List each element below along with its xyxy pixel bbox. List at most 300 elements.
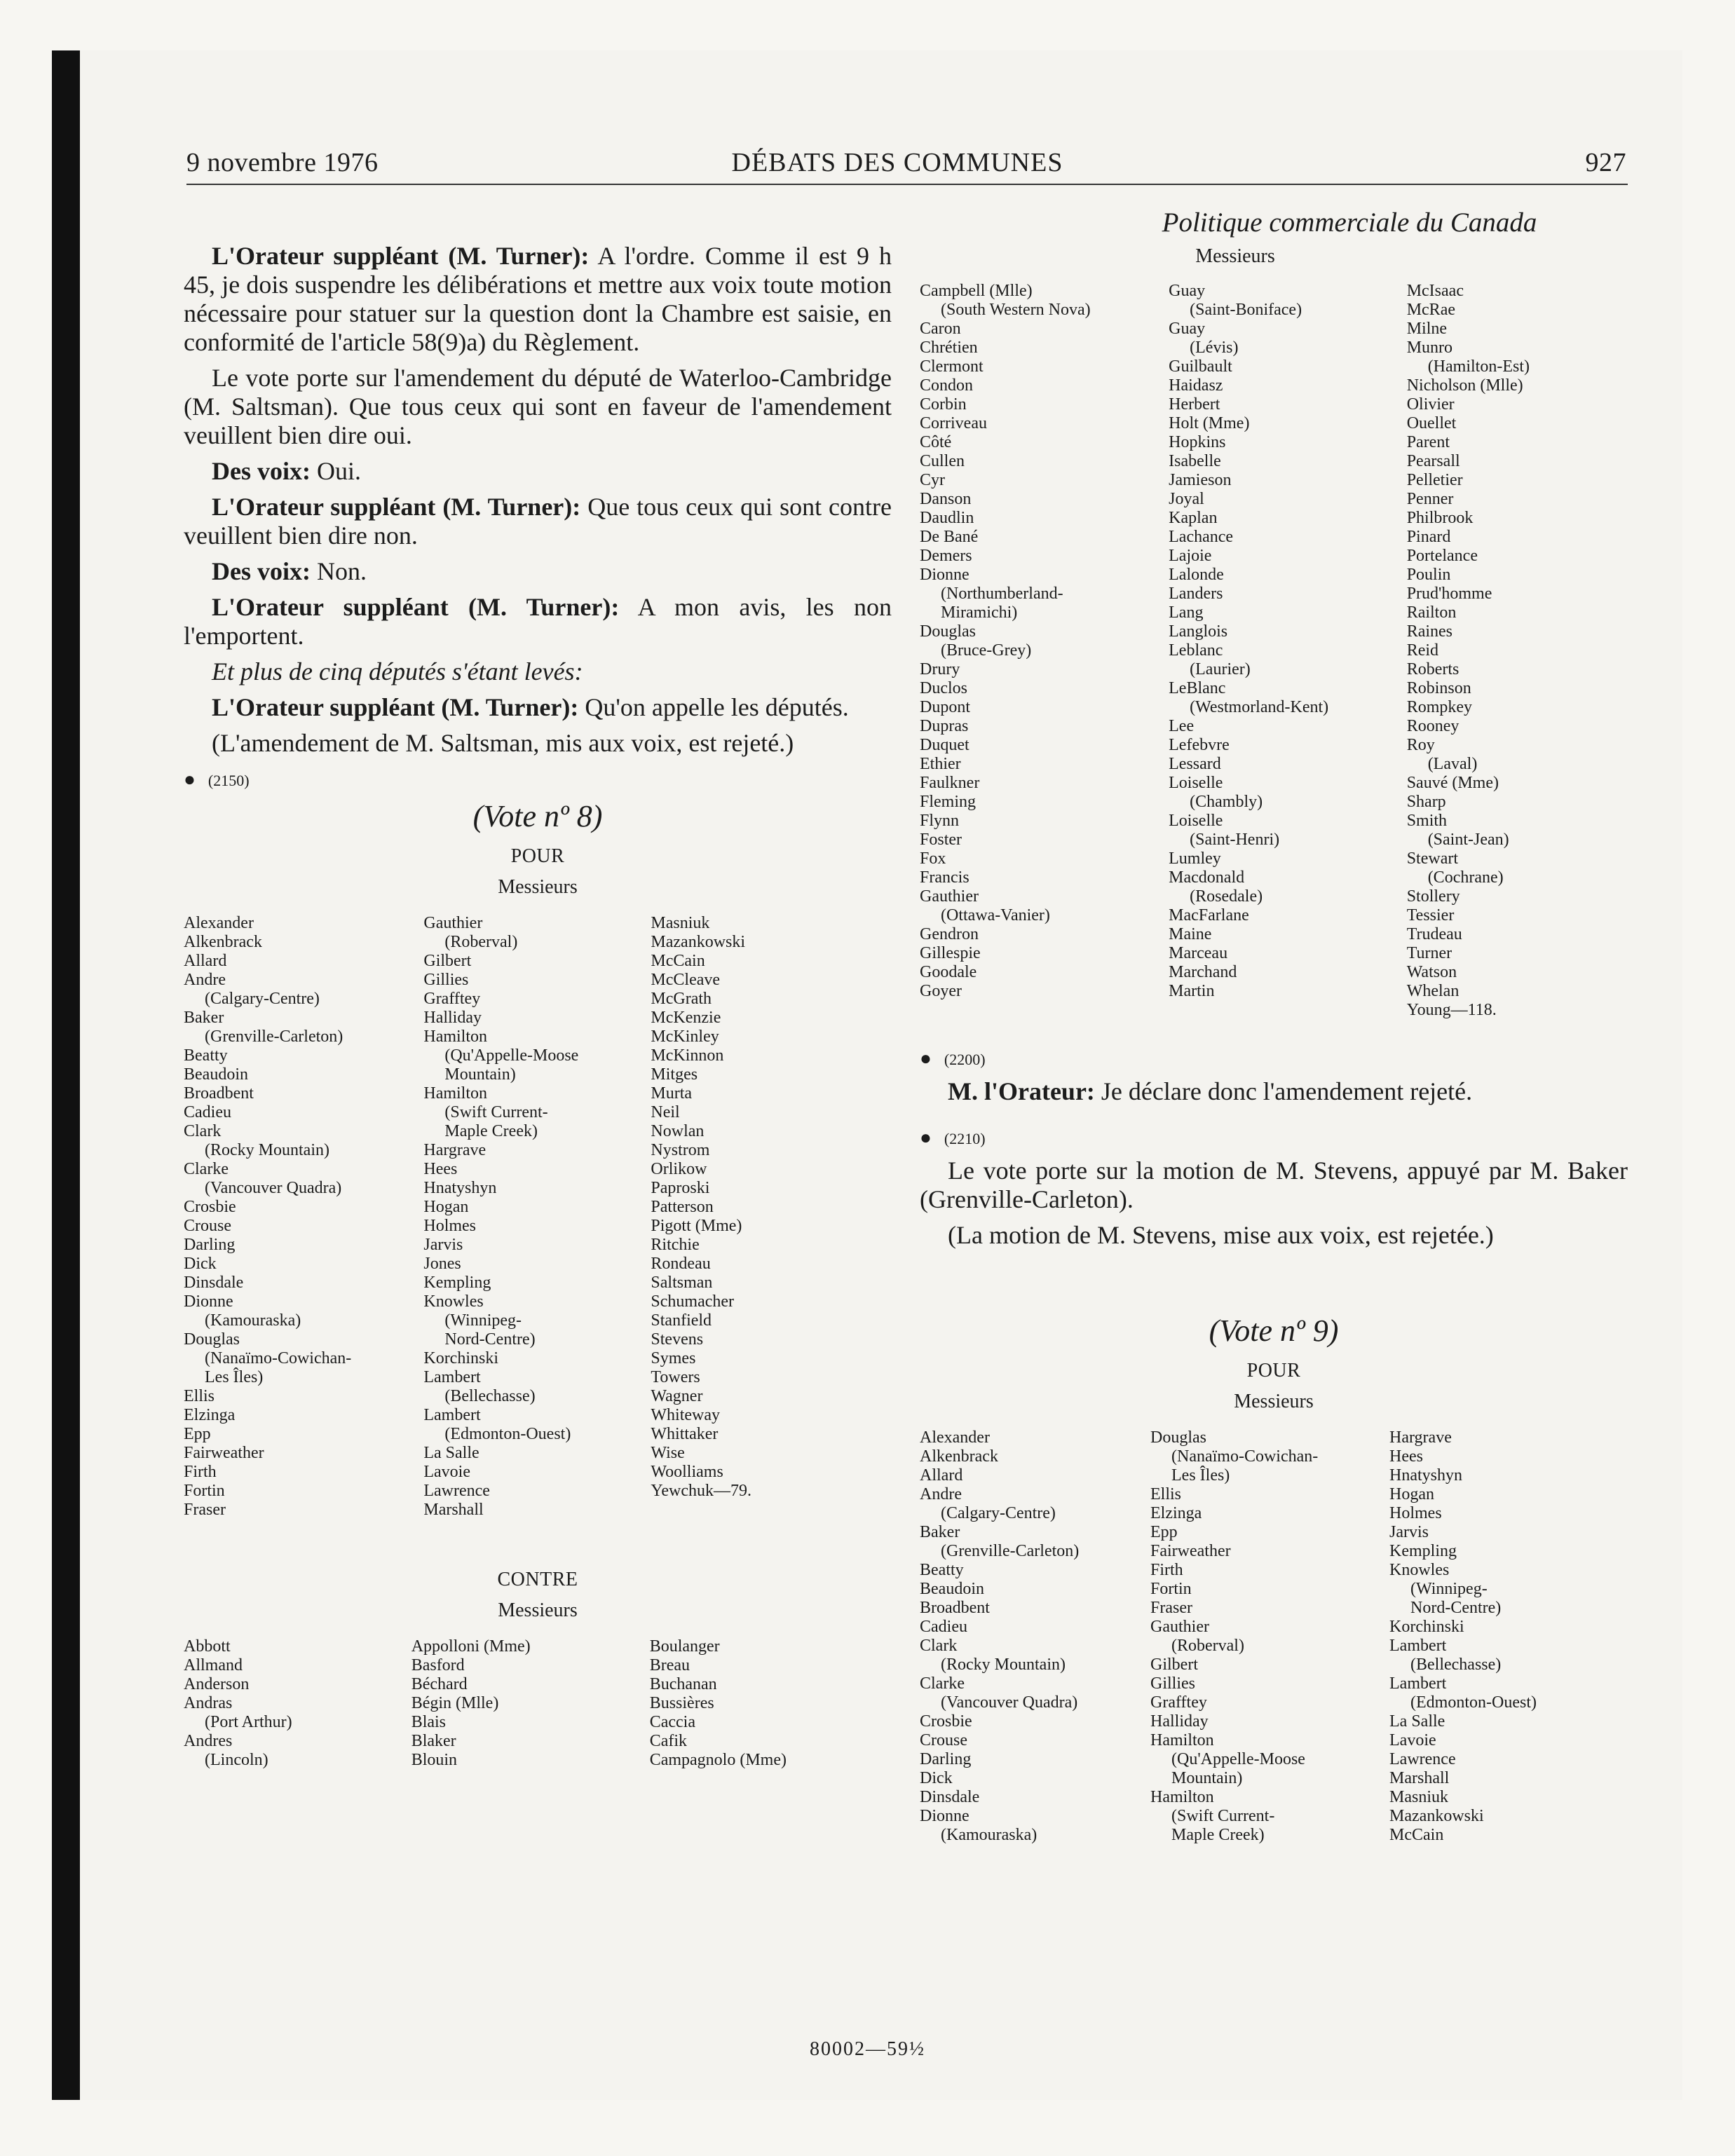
member-name: Guay: [1169, 282, 1206, 300]
member-name: (Ottawa-Vanier): [941, 906, 1050, 925]
member-name: Langlois: [1169, 622, 1228, 641]
member-name: Penner: [1406, 490, 1454, 508]
member-name: Fairweather: [184, 1444, 264, 1462]
member-name: Whiteway: [651, 1406, 721, 1424]
member-name: (Rocky Mountain): [941, 1656, 1066, 1674]
member-name: Basford: [411, 1656, 465, 1674]
header-page-number: 927: [1585, 148, 1626, 177]
member-name: Whittaker: [651, 1425, 719, 1443]
member-name: Joyal: [1169, 490, 1204, 508]
member-name: Miramichi): [941, 603, 1018, 622]
member-name: Lambert: [423, 1406, 481, 1424]
vote9-pour-label: POUR: [1246, 1360, 1301, 1381]
member-name: Clarke: [920, 1674, 965, 1693]
vote8-pour-list: [184, 914, 751, 1520]
member-name: Murta: [651, 1084, 693, 1103]
paragraph-text: Le vote porte sur l'amendement du député de Waterloo-Cambridge (M. Saltsman). Que tous ceux qui sont en faveur de l'amendement veuillent bien dire oui.: [184, 364, 892, 449]
member-name: Philbrook: [1406, 509, 1474, 527]
member-name: Trudeau: [1406, 925, 1462, 943]
member-name: (Kamouraska): [205, 1311, 301, 1330]
member-name: Hamilton: [423, 1084, 488, 1103]
member-name: Turner: [1406, 944, 1452, 962]
member-name: Hargrave: [423, 1141, 487, 1159]
member-name: Macdonald: [1169, 868, 1245, 887]
member-name: McRae: [1406, 301, 1455, 319]
member-name: Blais: [411, 1713, 447, 1731]
member-name: Kempling: [1389, 1542, 1457, 1560]
member-name: Firth: [1150, 1561, 1183, 1579]
member-name: Foster: [920, 831, 962, 849]
right-column: [920, 245, 1628, 1845]
member-name: Jarvis: [423, 1236, 463, 1254]
member-name: Ellis: [184, 1387, 215, 1405]
member-name: Crosbie: [920, 1712, 972, 1731]
member-name: Allmand: [184, 1656, 243, 1674]
member-name: Hnatyshyn: [1389, 1466, 1463, 1485]
member-name: Schumacher: [651, 1292, 735, 1311]
member-name: Andre: [920, 1485, 962, 1503]
member-name: Goodale: [920, 963, 977, 981]
member-name: Béchard: [411, 1675, 468, 1693]
member-name: (Cochrane): [1427, 868, 1504, 887]
member-name: Stanfield: [651, 1311, 712, 1330]
member-name: Halliday: [423, 1009, 482, 1027]
name-column: [920, 282, 1091, 1020]
member-name: (Saint-Jean): [1427, 831, 1509, 849]
member-name: Fraser: [184, 1501, 226, 1519]
member-name: Hamilton: [1150, 1731, 1214, 1749]
member-name: Fortin: [1150, 1580, 1192, 1598]
member-name: Breau: [649, 1656, 690, 1674]
member-name: (Qu'Appelle-Moose: [1171, 1750, 1305, 1768]
member-name: Fortin: [184, 1482, 225, 1500]
member-name: Dionne: [184, 1292, 233, 1311]
member-name: Ritchie: [651, 1236, 700, 1254]
member-name: Elzinga: [184, 1406, 236, 1424]
member-name: Bégin (Mlle): [411, 1694, 499, 1712]
member-name: Whelan: [1406, 982, 1460, 1000]
member-name: Cadieu: [184, 1103, 231, 1121]
member-name: (Grenville-Carleton): [205, 1028, 343, 1046]
member-name: Watson: [1406, 963, 1457, 981]
paragraph-text: (L'amendement de M. Saltsman, mis aux voix, est rejeté.): [212, 729, 794, 757]
member-name: Herbert: [1169, 395, 1220, 414]
member-name: Fraser: [1150, 1599, 1192, 1617]
member-name: Alexander: [184, 914, 254, 932]
member-name: Francis: [920, 868, 969, 887]
member-name: (Laval): [1427, 755, 1478, 773]
member-name: Beatty: [920, 1561, 964, 1579]
member-name: Reid: [1406, 641, 1439, 660]
member-name: Baker: [184, 1009, 224, 1027]
member-name: Paproski: [651, 1179, 710, 1197]
member-name: Gilbert: [423, 952, 472, 970]
member-name: Goyer: [920, 982, 962, 1000]
member-name: Dionne: [920, 566, 969, 584]
member-name: Andres: [184, 1732, 233, 1750]
member-name: Buchanan: [649, 1675, 717, 1693]
member-name: Portelance: [1406, 547, 1478, 565]
vote8-title: (Vote nº 8): [472, 799, 603, 833]
member-name: Stevens: [651, 1330, 704, 1349]
name-column: [1169, 282, 1328, 1020]
member-name: Hees: [423, 1160, 458, 1178]
vote8-contre-messieurs-label: Messieurs: [498, 1599, 578, 1621]
member-name: Fox: [920, 850, 946, 868]
member-name: Ouellet: [1406, 414, 1457, 432]
member-name: MacFarlane: [1169, 906, 1249, 925]
member-name: Olivier: [1406, 395, 1455, 414]
member-name: (Nanaïmo-Cowichan-: [1171, 1447, 1319, 1466]
member-name: Guilbault: [1169, 357, 1232, 376]
member-name: Gillies: [1150, 1674, 1195, 1693]
member-name: Pelletier: [1406, 471, 1463, 489]
speaker-name: L'Orateur suppléant (M. Turner):: [212, 593, 620, 621]
member-name: Maple Creek): [1171, 1826, 1265, 1844]
speaker-name: L'Orateur suppléant (M. Turner):: [212, 493, 581, 521]
member-name: (Lévis): [1190, 339, 1239, 357]
member-name: Allard: [920, 1466, 963, 1485]
member-name: Holt (Mme): [1169, 414, 1250, 432]
member-name: Poulin: [1406, 566, 1451, 584]
name-column: [920, 1428, 1079, 1845]
member-name: Andras: [184, 1694, 233, 1712]
member-name: Mitges: [651, 1065, 698, 1084]
member-name: Young—118.: [1406, 1001, 1497, 1019]
member-name: Rompkey: [1406, 698, 1473, 716]
member-name: Hnatyshyn: [423, 1179, 497, 1197]
member-name: Robinson: [1406, 679, 1471, 697]
member-name: Roberts: [1406, 660, 1460, 678]
member-name: Cadieu: [920, 1618, 967, 1636]
paragraph: [184, 242, 892, 357]
member-name: (Winnipeg-: [444, 1311, 522, 1330]
paragraph-text: A mon avis, les non l'emportent.: [184, 593, 892, 650]
paragraph-text: Qu'on appelle les députés.: [578, 693, 849, 721]
member-name: (Chambly): [1190, 793, 1263, 811]
member-name: Chrétien: [920, 339, 978, 357]
member-name: Mazankowski: [651, 933, 746, 951]
paragraph: [920, 1157, 1628, 1214]
member-name: Ethier: [920, 755, 961, 773]
member-name: Hargrave: [1389, 1428, 1452, 1447]
member-name: Nystrom: [651, 1141, 710, 1159]
paragraph: [184, 457, 892, 486]
member-name: Marshall: [423, 1501, 484, 1519]
member-name: Condon: [920, 376, 974, 395]
member-name: Les Îles): [205, 1368, 264, 1386]
paragraph-text: Le vote porte sur la motion de M. Stevens, appuyé par M. Baker (Grenville-Carleton).: [920, 1157, 1628, 1213]
member-name: De Bané: [920, 528, 979, 546]
member-name: Hopkins: [1169, 433, 1226, 451]
member-name: Hogan: [1389, 1485, 1434, 1503]
member-name: (Hamilton-Est): [1427, 357, 1530, 376]
member-name: Lachance: [1169, 528, 1234, 546]
member-name: Lang: [1169, 603, 1204, 622]
member-name: Wise: [651, 1444, 685, 1462]
name-column: [1389, 1428, 1537, 1845]
member-name: Kaplan: [1169, 509, 1218, 527]
vote8-pour-label: POUR: [510, 845, 565, 867]
member-name: Stewart: [1406, 850, 1458, 868]
member-name: Martin: [1169, 982, 1215, 1000]
member-name: McIsaac: [1406, 282, 1464, 300]
member-name: Grafftey: [423, 990, 481, 1008]
member-name: Marceau: [1169, 944, 1228, 962]
vote8-contre-right-list: [920, 282, 1530, 1020]
member-name: (Calgary-Centre): [205, 990, 320, 1008]
member-name: Kempling: [423, 1274, 491, 1292]
member-name: Beaudoin: [184, 1065, 248, 1084]
member-name: (Roberval): [1171, 1637, 1244, 1655]
time-marker-2210: ● (2210): [920, 1127, 986, 1149]
member-name: Broadbent: [184, 1084, 254, 1103]
member-name: Dupras: [920, 717, 969, 735]
member-name: Dick: [184, 1255, 217, 1273]
member-name: Lefebvre: [1169, 736, 1230, 754]
member-name: Smith: [1406, 812, 1448, 830]
member-name: Lajoie: [1169, 547, 1212, 565]
member-name: Roy: [1406, 736, 1435, 754]
paragraph-text: Oui.: [310, 457, 361, 485]
member-name: McKinley: [651, 1028, 719, 1046]
member-name: (Port Arthur): [205, 1713, 292, 1731]
member-name: Campbell (Mlle): [920, 282, 1033, 300]
member-name: Caccia: [649, 1713, 695, 1731]
member-name: Corriveau: [920, 414, 987, 432]
member-name: Gendron: [920, 925, 979, 943]
member-name: (Bruce-Grey): [941, 641, 1032, 660]
member-name: Côté: [920, 433, 952, 451]
member-name: (Bellechasse): [444, 1387, 536, 1405]
member-name: Demers: [920, 547, 972, 565]
member-name: Ellis: [1150, 1485, 1182, 1503]
member-name: Munro: [1406, 339, 1453, 357]
member-name: Baker: [920, 1523, 960, 1541]
paragraph-text: Je déclare donc l'amendement rejeté.: [1094, 1077, 1473, 1105]
member-name: Holmes: [423, 1217, 477, 1235]
member-name: Epp: [1150, 1523, 1178, 1541]
member-name: Guay: [1169, 320, 1206, 338]
member-name: (Calgary-Centre): [941, 1504, 1056, 1522]
member-name: (Swift Current-: [1171, 1807, 1275, 1825]
member-name: (Northumberland-: [941, 585, 1063, 603]
member-name: (Rocky Mountain): [205, 1141, 329, 1159]
member-name: Pearsall: [1406, 452, 1460, 470]
member-name: Clark: [184, 1122, 222, 1140]
member-name: Gillies: [423, 971, 469, 989]
name-column: [411, 1637, 531, 1770]
member-name: Hees: [1389, 1447, 1423, 1466]
vote9-pour-list: [920, 1428, 1537, 1845]
member-name: Landers: [1169, 585, 1223, 603]
time-marker-2150: ● (2150): [184, 769, 250, 791]
member-name: Faulkner: [920, 774, 980, 792]
paragraph-text: Que tous ceux qui sont contre veuillent bien dire non.: [184, 493, 892, 550]
member-name: (Rosedale): [1190, 887, 1263, 906]
member-name: Grafftey: [1150, 1693, 1207, 1712]
member-name: Alexander: [920, 1428, 990, 1447]
member-name: Lee: [1169, 717, 1195, 735]
speaker-name: L'Orateur suppléant (M. Turner):: [212, 242, 590, 270]
member-name: Sauvé (Mme): [1406, 774, 1499, 792]
paragraph: [920, 1221, 1628, 1250]
member-name: McKenzie: [651, 1009, 721, 1027]
member-name: Symes: [651, 1349, 696, 1367]
member-name: Duquet: [920, 736, 969, 754]
member-name: Cyr: [920, 471, 945, 489]
vote8-contre-list: [184, 1637, 787, 1770]
member-name: Beatty: [184, 1046, 228, 1065]
member-name: Cullen: [920, 452, 965, 470]
paragraph-text: (La motion de M. Stevens, mise aux voix, est rejetée.): [948, 1221, 1494, 1249]
member-name: Railton: [1406, 603, 1457, 622]
member-name: Danson: [920, 490, 972, 508]
member-name: Masniuk: [1389, 1788, 1449, 1806]
member-name: Jarvis: [1389, 1523, 1429, 1541]
member-name: LeBlanc: [1169, 679, 1226, 697]
vote9-title: (Vote nº 9): [1209, 1314, 1339, 1348]
member-name: Knowles: [423, 1292, 484, 1311]
member-name: Nord-Centre): [444, 1330, 536, 1349]
member-name: Loiselle: [1169, 774, 1223, 792]
bullet-icon: ●: [184, 769, 196, 791]
member-name: Alkenbrack: [184, 933, 262, 951]
member-name: Prud'homme: [1406, 585, 1492, 603]
footer-code: 80002—59½: [810, 2038, 925, 2060]
bullet-icon: ●: [920, 1127, 932, 1149]
member-name: (Saint-Boniface): [1190, 301, 1302, 319]
member-name: Lavoie: [1389, 1731, 1436, 1749]
paragraph-text: A l'ordre. Comme il est 9 h 45, je dois suspendre les délibérations et mettre aux voix toute motion nécessaire pour statuer sur la question dont la Chambre est saisie, en conformité de l'article 58(9)a) du Règlement.: [184, 242, 892, 356]
member-name: Lawrence: [423, 1482, 490, 1500]
member-name: Tessier: [1406, 906, 1455, 925]
member-name: Towers: [651, 1368, 700, 1386]
name-column: [650, 1637, 787, 1770]
member-name: Gauthier: [423, 914, 483, 932]
member-name: Mountain): [1171, 1769, 1243, 1787]
paragraph: [184, 657, 892, 686]
member-name: Korchinski: [423, 1349, 499, 1367]
member-name: Lavoie: [423, 1463, 470, 1481]
member-name: Milne: [1406, 320, 1448, 338]
member-name: Darling: [920, 1750, 972, 1768]
member-name: Clarke: [184, 1160, 229, 1178]
member-name: Dinsdale: [184, 1274, 244, 1292]
member-name: Hamilton: [423, 1028, 488, 1046]
member-name: Gauthier: [1150, 1618, 1209, 1636]
member-name: Hogan: [423, 1198, 469, 1216]
member-name: Crosbie: [184, 1198, 236, 1216]
member-name: Wagner: [651, 1387, 703, 1405]
member-name: Knowles: [1389, 1561, 1450, 1579]
speaker-name: Des voix:: [212, 557, 311, 585]
time-marker-2200: ● (2200): [920, 1048, 986, 1070]
right-prose-2: [920, 1157, 1628, 1250]
member-name: Stollery: [1406, 887, 1460, 906]
member-name: Bussières: [649, 1694, 714, 1712]
name-column: [1407, 282, 1530, 1020]
member-name: Holmes: [1389, 1504, 1442, 1522]
member-name: Hamilton: [1150, 1788, 1214, 1806]
member-name: Alkenbrack: [920, 1447, 998, 1466]
member-name: Douglas: [1150, 1428, 1206, 1447]
member-name: Leblanc: [1169, 641, 1223, 660]
member-name: Mountain): [444, 1065, 516, 1084]
member-name: Boulanger: [649, 1637, 720, 1656]
member-name: Dionne: [920, 1807, 969, 1825]
member-name: Cafik: [649, 1732, 688, 1750]
member-name: Gillespie: [920, 944, 981, 962]
right-prose-1: [920, 1077, 1628, 1106]
member-name: Lumley: [1169, 850, 1221, 868]
member-name: Dick: [920, 1769, 953, 1787]
member-name: Korchinski: [1389, 1618, 1464, 1636]
member-name: Blouin: [411, 1751, 458, 1769]
name-column: [184, 914, 351, 1520]
member-name: Nowlan: [651, 1122, 705, 1140]
paragraph-text: Non.: [310, 557, 367, 585]
member-name: Campagnolo (Mme): [649, 1751, 787, 1769]
member-name: Lessard: [1169, 755, 1221, 773]
member-name: Isabelle: [1169, 452, 1221, 470]
member-name: (Vancouver Quadra): [205, 1179, 342, 1197]
member-name: Abbott: [184, 1637, 231, 1656]
header-title: DÉBATS DES COMMUNES: [731, 148, 1063, 177]
member-name: Yewchuk—79.: [651, 1482, 751, 1500]
member-name: Gauthier: [920, 887, 979, 906]
speaker-name: M. l'Orateur:: [948, 1077, 1095, 1105]
member-name: (Grenville-Carleton): [941, 1542, 1080, 1560]
member-name: (Westmorland-Kent): [1190, 698, 1329, 716]
paragraph: [920, 1077, 1628, 1106]
left-column: [184, 242, 892, 1770]
running-head: Politique commerciale du Canada: [1162, 207, 1537, 238]
member-name: Loiselle: [1169, 812, 1223, 830]
member-name: McGrath: [651, 990, 712, 1008]
member-name: Lambert: [1389, 1674, 1447, 1693]
member-name: Elzinga: [1150, 1504, 1202, 1522]
member-name: Saltsman: [651, 1274, 713, 1292]
member-name: Epp: [184, 1425, 211, 1443]
member-name: (Lincoln): [205, 1751, 268, 1769]
paragraph: [184, 693, 892, 722]
member-name: Gilbert: [1150, 1656, 1198, 1674]
member-name: (Swift Current-: [444, 1103, 548, 1121]
paragraph-text: Et plus de cinq députés s'étant levés:: [212, 657, 583, 685]
header-date: 9 novembre 1976: [186, 148, 379, 177]
member-name: (Roberval): [444, 933, 518, 951]
member-name: Nicholson (Mlle): [1406, 376, 1523, 395]
name-column: [1150, 1428, 1318, 1845]
member-name: McCleave: [651, 971, 721, 989]
member-name: (South Western Nova): [941, 301, 1091, 319]
member-name: (Saint-Henri): [1190, 831, 1280, 849]
member-name: Caron: [920, 320, 961, 338]
member-name: Pinard: [1406, 528, 1451, 546]
member-name: Flynn: [920, 812, 960, 830]
member-name: Woolliams: [651, 1463, 723, 1481]
name-column: [184, 1637, 292, 1770]
member-name: Lambert: [423, 1368, 481, 1386]
member-name: Lambert: [1389, 1637, 1447, 1655]
member-name: McKinnon: [651, 1046, 724, 1065]
member-name: Dupont: [920, 698, 970, 716]
vote9-messieurs-label: Messieurs: [1234, 1391, 1314, 1412]
member-name: Marchand: [1169, 963, 1237, 981]
member-name: Darling: [184, 1236, 236, 1254]
member-name: Nord-Centre): [1410, 1599, 1502, 1617]
